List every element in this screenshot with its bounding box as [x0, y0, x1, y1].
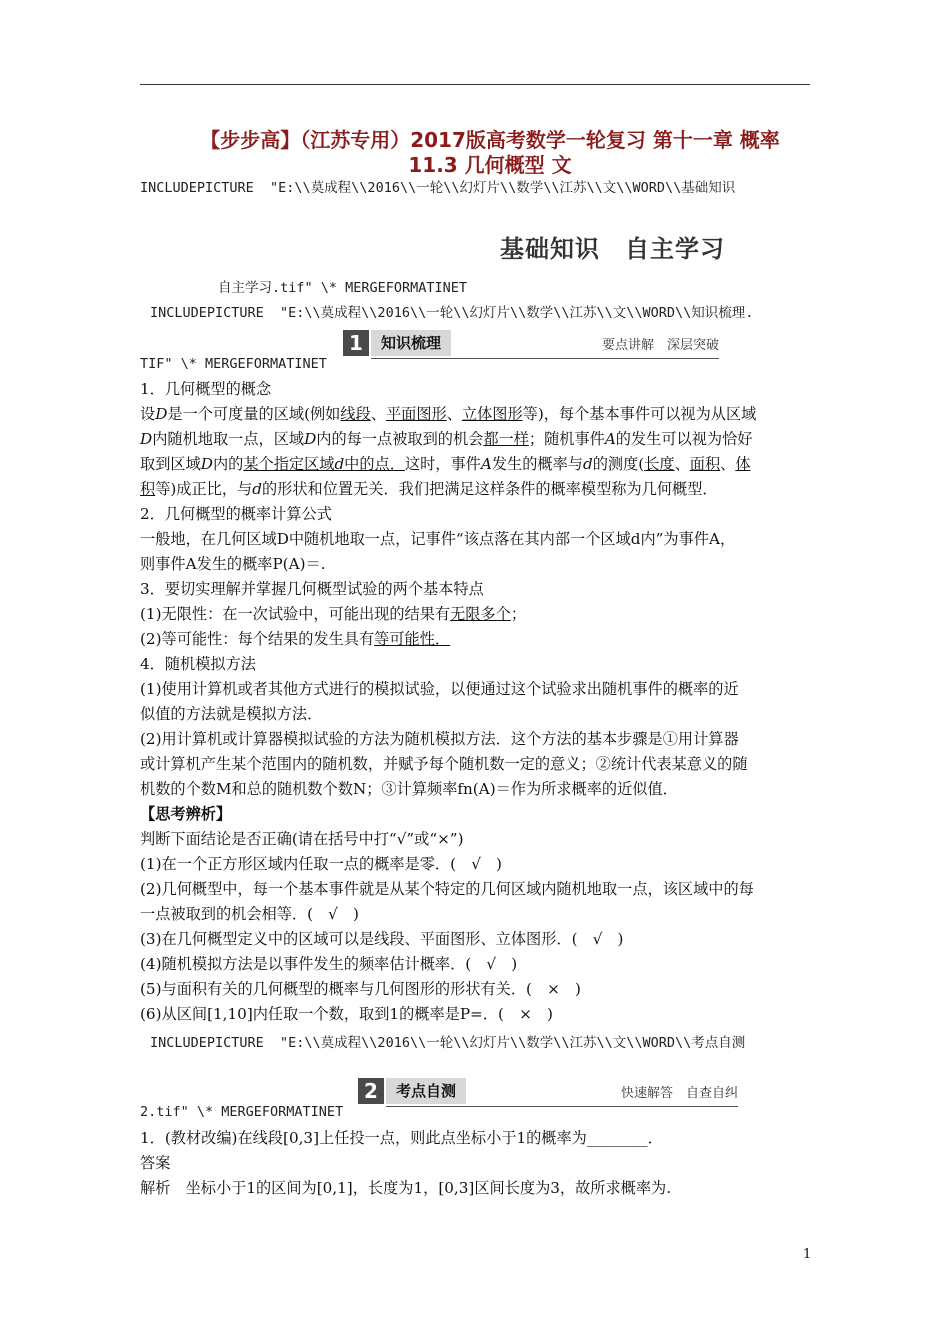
banner-number: 2: [358, 1078, 384, 1104]
question: 1．(教材改编)在线段[0,3]上任投一点，则此点坐标小于1的概率为________．: [140, 1129, 663, 1147]
paragraph: (1)在一个正方形区域内任取一点的概率是零．( √ ): [140, 855, 502, 873]
banner-number: 1: [343, 330, 369, 356]
paragraph: 则事件A发生的概率P(A)＝.: [140, 555, 326, 573]
paragraph: 2．几何概型的概率计算公式: [140, 505, 332, 523]
paragraph: (5)与面积有关的几何概型的概率与几何图形的形状有关．( × ): [140, 980, 581, 998]
banner-knowledge: [343, 330, 719, 356]
paragraph: (1)使用计算机或者其他方式进行的模拟试验，以便通过这个试验求出随机事件的概率的近: [140, 680, 739, 698]
field-code: INCLUDEPICTURE "E:\\莫成程\\2016\\一轮\\幻灯片\\数学\\江苏\\文\\WORD\\基础知识: [140, 180, 736, 196]
explanation: 解析 坐标小于1的区间为[0,1]，长度为1，[0,3]区间长度为3，故所求概率为.: [140, 1179, 672, 1197]
top-rule: [140, 84, 810, 85]
banner-rule: [386, 1106, 738, 1107]
banner-label: 考点自测: [386, 1078, 466, 1104]
paragraph: 机数的个数M和总的随机数个数N；③计算频率fn(A)＝作为所求概率的近似值．: [140, 780, 678, 798]
paragraph: 积等)成正比，与d的形状和位置无关．我们把满足这样条件的概率模型称为几何概型．: [140, 480, 718, 498]
doc-title: 【步步高】（江苏专用）2017版高考数学一轮复习 第十一章 概率: [200, 128, 780, 152]
banner-subtitle: 快速解答 自查自纠: [620, 1086, 738, 1101]
paragraph: 4．随机模拟方法: [140, 655, 256, 673]
paragraph: (2)几何概型中，每一个基本事件就是从某个特定的几何区域内随机地取一点，该区域中的每: [140, 880, 754, 898]
paragraph: 取到区域D内的某个指定区域d中的点．这时，事件A发生的概率与d的测度(长度、面积、体: [140, 455, 751, 473]
answer-label: 答案: [140, 1154, 171, 1172]
paragraph: (3)在几何概型定义中的区域可以是线段、平面图形、立体图形．( √ ): [140, 930, 624, 948]
field-code: INCLUDEPICTURE "E:\\莫成程\\2016\\一轮\\幻灯片\\数学\\江苏\\文\\WORD\\知识梳理.: [150, 305, 754, 321]
paragraph: (2)用计算机或计算器模拟试验的方法为随机模拟方法．这个方法的基本步骤是①用计算器: [140, 730, 739, 748]
banner-subtitle: 要点讲解 深层突破: [601, 338, 719, 353]
section-heading: 基础知识 自主学习: [500, 235, 725, 263]
paragraph: 一点被取到的机会相等．( √ ): [140, 905, 359, 923]
banner-label: 知识梳理: [371, 330, 451, 356]
paragraph: D内随机地取一点，区域D内的每一点被取到的机会都一样；随机事件A的发生可以视为恰好: [140, 430, 753, 448]
paragraph: (2)等可能性：每个结果的发生具有等可能性．: [140, 630, 451, 648]
doc-subtitle: 11.3 几何概型 文: [408, 153, 572, 177]
field-code: 自主学习.tif" \* MERGEFORMATINET: [218, 280, 468, 296]
page-number: 1: [803, 1247, 812, 1262]
field-code: TIF" \* MERGEFORMATINET: [140, 356, 327, 372]
banner-rule: [371, 358, 719, 359]
paragraph: 或计算机产生某个范围内的随机数，并赋予每个随机数一定的意义；②统计代表某意义的随: [140, 755, 748, 773]
paragraph: (4)随机模拟方法是以事件发生的频率估计概率．( √ ): [140, 955, 518, 973]
paragraph: 似值的方法就是模拟方法．: [140, 705, 323, 723]
paragraph: (1)无限性：在一次试验中，可能出现的结果有无限多个；: [140, 605, 527, 623]
field-code: INCLUDEPICTURE "E:\\莫成程\\2016\\一轮\\幻灯片\\数学\\江苏\\文\\WORD\\考点自测: [150, 1035, 746, 1051]
subheading: 【思考辨析】: [140, 805, 232, 823]
paragraph: 设D是一个可度量的区域(例如线段、平面图形、立体图形等)，每个基本事件可以视为从区域: [140, 405, 757, 423]
paragraph: 一般地，在几何区域D中随机地取一点，记事件“该点落在其内部一个区域d内”为事件A，: [140, 530, 736, 548]
field-code: 2.tif" \* MERGEFORMATINET: [140, 1104, 344, 1120]
paragraph: (6)从区间[1,10]内任取一个数，取到1的概率是P=．( × ): [140, 1005, 553, 1023]
paragraph: 3．要切实理解并掌握几何概型试验的两个基本特点: [140, 580, 484, 598]
paragraph: 1．几何概型的概念: [140, 380, 272, 398]
banner-selftest: [358, 1078, 738, 1104]
paragraph: 判断下面结论是否正确(请在括号中打“√”或“×”): [140, 830, 464, 848]
